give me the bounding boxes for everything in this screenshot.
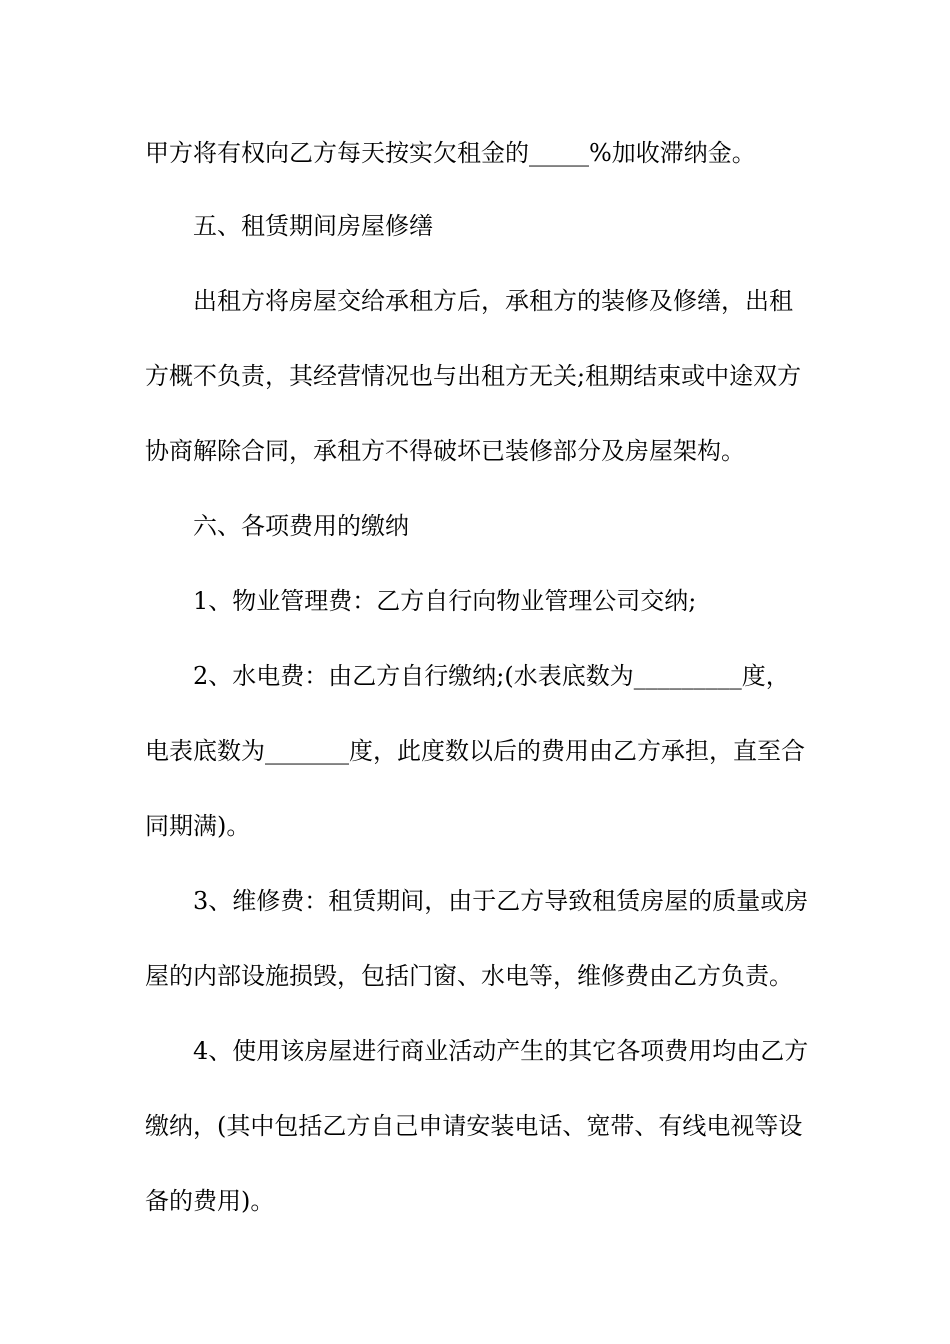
text-line: 协商解除合同，承租方不得破坏已装修部分及房屋架构。 [145, 437, 745, 465]
text-line: 3、维修费：租赁期间，由于乙方导致租赁房屋的质量或房 [193, 887, 809, 915]
section-heading: 五、租赁期间房屋修缮 [193, 212, 433, 240]
text-line: 屋的内部设施损毁，包括门窗、水电等，维修费由乙方负责。 [145, 962, 793, 990]
text-line: 1、物业管理费：乙方自行向物业管理公司交纳; [193, 587, 697, 615]
text-line: 方概不负责，其经营情况也与出租方无关;租期结束或中途双方 [145, 362, 802, 390]
text-line: 出租方将房屋交给承租方后，承租方的装修及修缮，出租 [193, 287, 793, 315]
section-heading: 六、各项费用的缴纳 [193, 512, 409, 540]
text-line: 甲方将有权向乙方每天按实欠租金的_____%加收滞纳金。 [145, 139, 756, 167]
text-line: 备的费用)。 [145, 1187, 275, 1215]
text-line: 2、水电费：由乙方自行缴纳;(水表底数为_________度， [193, 662, 790, 690]
text-line: 同期满)。 [145, 812, 251, 840]
text-line: 电表底数为_______度，此度数以后的费用由乙方承担，直至合 [145, 737, 805, 765]
text-line: 4、使用该房屋进行商业活动产生的其它各项费用均由乙方 [193, 1037, 809, 1065]
text-line: 缴纳，(其中包括乙方自己申请安装电话、宽带、有线电视等设 [145, 1112, 803, 1140]
